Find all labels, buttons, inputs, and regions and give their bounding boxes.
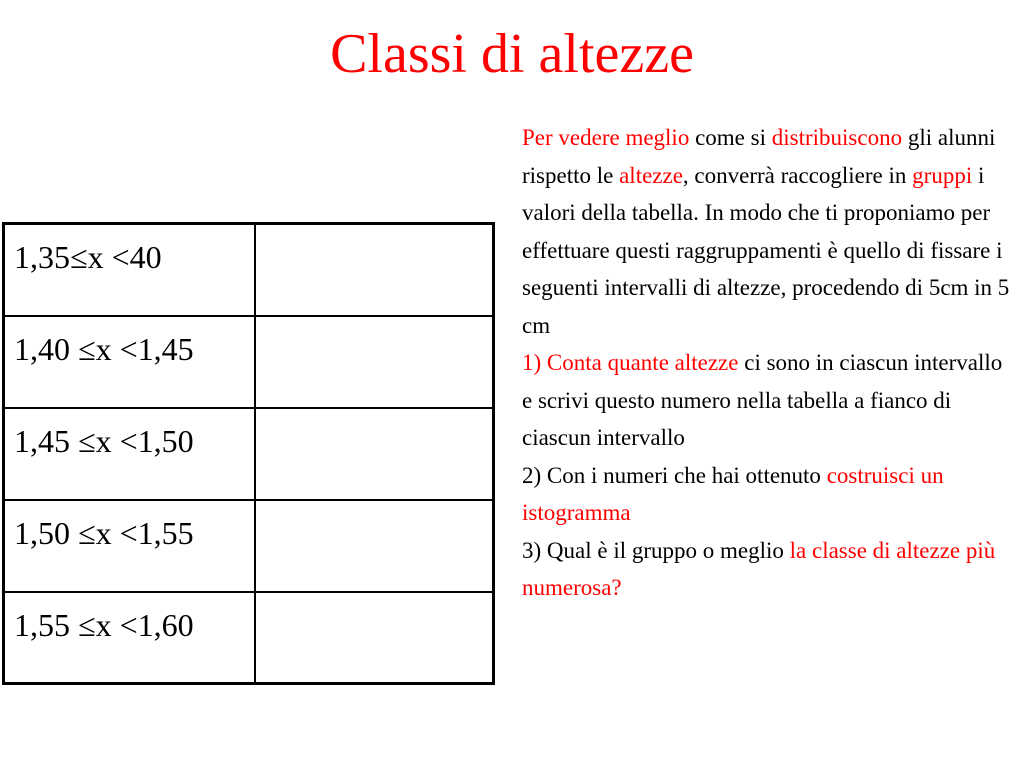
intro-paragraph	[522, 119, 1018, 344]
table-row	[4, 224, 494, 316]
intro-text: come si	[689, 125, 772, 150]
step-2-highlight: costruisci un istogramma	[522, 462, 944, 525]
table-row	[4, 408, 494, 500]
interval-count-cell[interactable]	[255, 408, 494, 500]
step-1-text: ci sono in ciascun intervallo e scrivi questo numero nella tabella a fianco di ciascun intervallo	[522, 350, 1003, 450]
intro-text: gli alunni rispetto le	[522, 125, 996, 188]
instructions-text	[522, 119, 1018, 607]
table-row	[4, 592, 494, 684]
interval-label: 1,50 ≤x <1,55	[4, 500, 255, 592]
step-2	[522, 457, 1018, 532]
step-2-text: 2) Con i numeri che hai ottenuto	[522, 462, 827, 488]
highlight-altezze: altezze	[619, 162, 683, 188]
intro-text: i valori della tabella. In modo che ti proponiamo per effettuare questi raggruppamenti è quello di fissare i seguenti intervalli di altezze, procedendo di 5cm in 5 cm	[522, 162, 1010, 338]
height-intervals-table	[2, 222, 495, 685]
step-1	[522, 344, 1018, 457]
step-3-highlight: la classe di altezze più numerosa?	[522, 537, 996, 600]
highlight-gruppi: gruppi	[912, 162, 973, 188]
interval-count-cell[interactable]	[255, 500, 494, 592]
intro-text: , converrà raccogliere in	[682, 162, 913, 188]
highlight-per-vedere-meglio: Per vedere meglio	[522, 125, 690, 150]
table-row	[4, 500, 494, 592]
interval-label: 1,55 ≤x <1,60	[4, 592, 255, 684]
slide-title: Classi di altezze	[330, 23, 694, 85]
interval-count-cell[interactable]	[255, 224, 494, 316]
highlight-distribuiscono: distribuiscono	[771, 125, 903, 150]
step-1-highlight: 1) Conta quante altezze	[522, 350, 739, 375]
interval-count-cell[interactable]	[255, 316, 494, 408]
step-3-text: 3) Qual è il gruppo o meglio	[522, 537, 790, 563]
interval-count-cell[interactable]	[255, 592, 494, 684]
step-3	[522, 532, 1018, 607]
interval-label: 1,45 ≤x <1,50	[4, 408, 255, 500]
table-row	[4, 316, 494, 408]
interval-label: 1,35≤x <40	[4, 224, 255, 316]
interval-label: 1,40 ≤x <1,45	[4, 316, 255, 408]
